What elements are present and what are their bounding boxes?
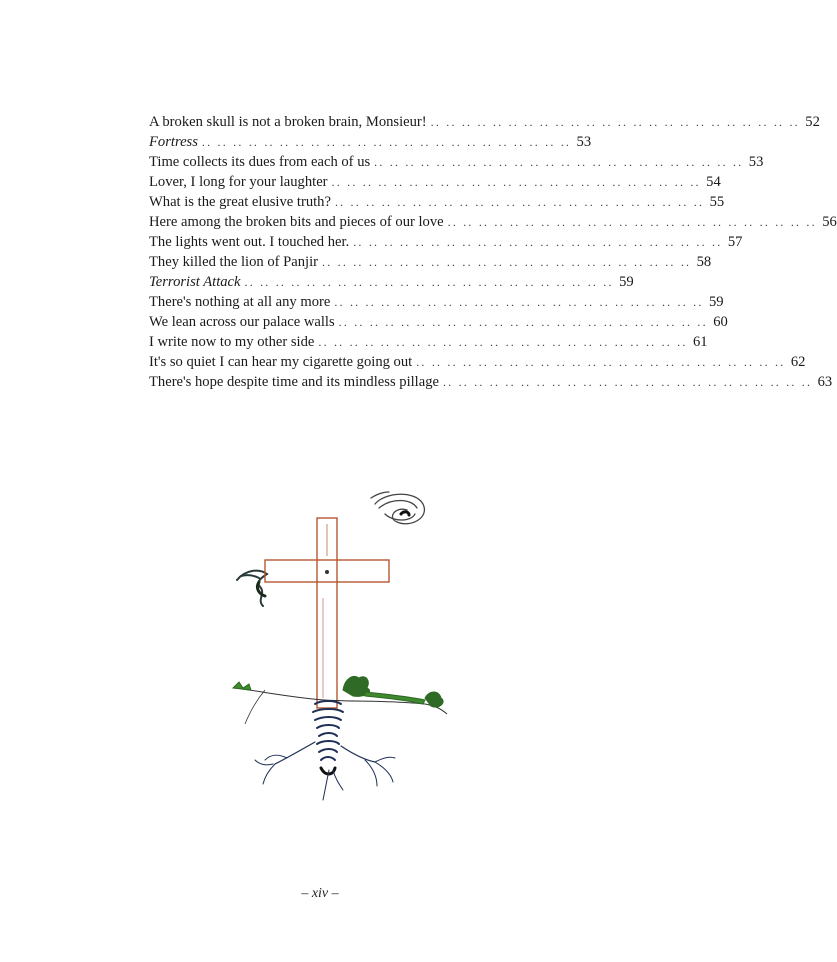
toc-leader-dots: .. .. .. .. .. .. .. .. .. .. .. .. .. .. .. .. .. .. .. .. .. .. .. .. bbox=[318, 335, 688, 349]
toc-entry bbox=[149, 212, 837, 232]
toc-entry bbox=[149, 372, 833, 392]
toc-entry-title: Lover, I long for your laughter bbox=[149, 174, 328, 190]
toc-entry bbox=[149, 312, 728, 332]
toc-leader-dots: .. .. .. .. .. .. .. .. .. .. .. .. .. .. .. .. .. .. .. .. .. .. .. .. bbox=[338, 315, 708, 329]
toc-entry-page: 55 bbox=[709, 194, 725, 210]
toc-leader-dots: .. .. .. .. .. .. .. .. .. .. .. .. .. .. .. .. .. .. .. .. .. .. .. .. bbox=[322, 255, 692, 269]
toc-entry bbox=[149, 352, 806, 372]
toc-leader-dots: .. .. .. .. .. .. .. .. .. .. .. .. .. .. .. .. .. .. .. .. .. .. .. .. bbox=[430, 115, 800, 129]
toc-entry-page: 52 bbox=[805, 114, 820, 130]
toc-entry-title: Time collects its dues from each of us bbox=[149, 154, 371, 170]
toc-leader-dots: .. .. .. .. .. .. .. .. .. .. .. .. .. .. .. .. .. .. .. .. .. .. .. .. bbox=[353, 235, 723, 249]
toc-entry-title: A broken skull is not a broken brain, Monsieur! bbox=[149, 114, 427, 130]
toc-entry bbox=[149, 172, 721, 192]
toc-leader-dots: .. .. .. .. .. .. .. .. .. .. .. .. .. .. .. .. .. .. .. .. .. .. .. .. bbox=[201, 135, 572, 149]
toc-entry bbox=[149, 132, 592, 152]
toc-entry bbox=[149, 192, 725, 212]
toc-entry-title: They killed the lion of Panjir bbox=[149, 254, 319, 270]
toc-entry bbox=[149, 252, 712, 272]
table-of-contents bbox=[149, 112, 837, 392]
toc-entry bbox=[149, 112, 820, 132]
toc-entry-page: 56 bbox=[822, 214, 837, 230]
toc-entry-title: It's so quiet I can hear my cigarette going out bbox=[149, 354, 413, 370]
toc-entry-title: I write now to my other side bbox=[149, 334, 315, 350]
toc-entry-page: 61 bbox=[692, 334, 708, 350]
toc-entry bbox=[149, 292, 724, 312]
toc-entry-page: 53 bbox=[576, 134, 592, 150]
cross bbox=[265, 518, 389, 708]
cross-illustration bbox=[225, 478, 495, 818]
toc-entry-title: What is the great elusive truth? bbox=[149, 194, 331, 210]
toc-entry-page: 57 bbox=[727, 234, 743, 250]
toc-entry-page: 53 bbox=[748, 154, 764, 170]
toc-entry bbox=[149, 152, 764, 172]
toc-entry bbox=[149, 332, 708, 352]
nail-mark bbox=[325, 570, 329, 574]
toc-entry-page: 54 bbox=[706, 174, 721, 190]
toc-leader-dots: .. .. .. .. .. .. .. .. .. .. .. .. .. .. .. .. .. .. .. .. .. .. .. .. bbox=[416, 355, 786, 369]
page-number: – xiv – bbox=[301, 886, 339, 901]
toc-entry-title: There's nothing at all any more bbox=[149, 294, 331, 310]
toc-entry-page: 60 bbox=[713, 314, 728, 330]
toc-entry bbox=[149, 232, 743, 252]
toc-entry-title: There's hope despite time and its mindless pillage bbox=[149, 374, 439, 390]
toc-entry-title: Terrorist Attack bbox=[149, 274, 241, 290]
toc-entry-page: 58 bbox=[696, 254, 712, 270]
toc-entry-title: We lean across our palace walls bbox=[149, 314, 335, 330]
toc-entry bbox=[149, 272, 634, 292]
toc-leader-dots: .. .. .. .. .. .. .. .. .. .. .. .. .. .. .. .. .. .. .. .. .. .. .. .. bbox=[374, 155, 744, 169]
scribble-mark bbox=[237, 571, 267, 606]
swirl-mark bbox=[371, 492, 424, 524]
toc-leader-dots: .. .. .. .. .. .. .. .. .. .. .. .. .. .. .. .. .. .. .. .. .. .. .. .. bbox=[244, 275, 614, 289]
toc-entry-page: 62 bbox=[790, 354, 806, 370]
toc-entry-title: The lights went out. I touched her. bbox=[149, 234, 350, 250]
toc-leader-dots: .. .. .. .. .. .. .. .. .. .. .. .. .. .. .. .. .. .. .. .. .. .. .. .. bbox=[334, 195, 705, 209]
roots bbox=[255, 701, 395, 800]
toc-entry-page: 59 bbox=[708, 294, 724, 310]
toc-entry-title: Here among the broken bits and pieces of our love bbox=[149, 214, 444, 230]
toc-leader-dots: .. .. .. .. .. .. .. .. .. .. .. .. .. .. .. .. .. .. .. .. .. .. .. .. bbox=[447, 215, 817, 229]
toc-entry-title: Fortress bbox=[149, 134, 198, 150]
toc-entry-page: 59 bbox=[619, 274, 634, 290]
toc-leader-dots: .. .. .. .. .. .. .. .. .. .. .. .. .. .. .. .. .. .. .. .. .. .. .. .. bbox=[331, 175, 701, 189]
toc-entry-page: 63 bbox=[817, 374, 833, 390]
toc-leader-dots: .. .. .. .. .. .. .. .. .. .. .. .. .. .. .. .. .. .. .. .. .. .. .. .. bbox=[442, 375, 813, 389]
toc-leader-dots: .. .. .. .. .. .. .. .. .. .. .. .. .. .. .. .. .. .. .. .. .. .. .. .. bbox=[334, 295, 704, 309]
